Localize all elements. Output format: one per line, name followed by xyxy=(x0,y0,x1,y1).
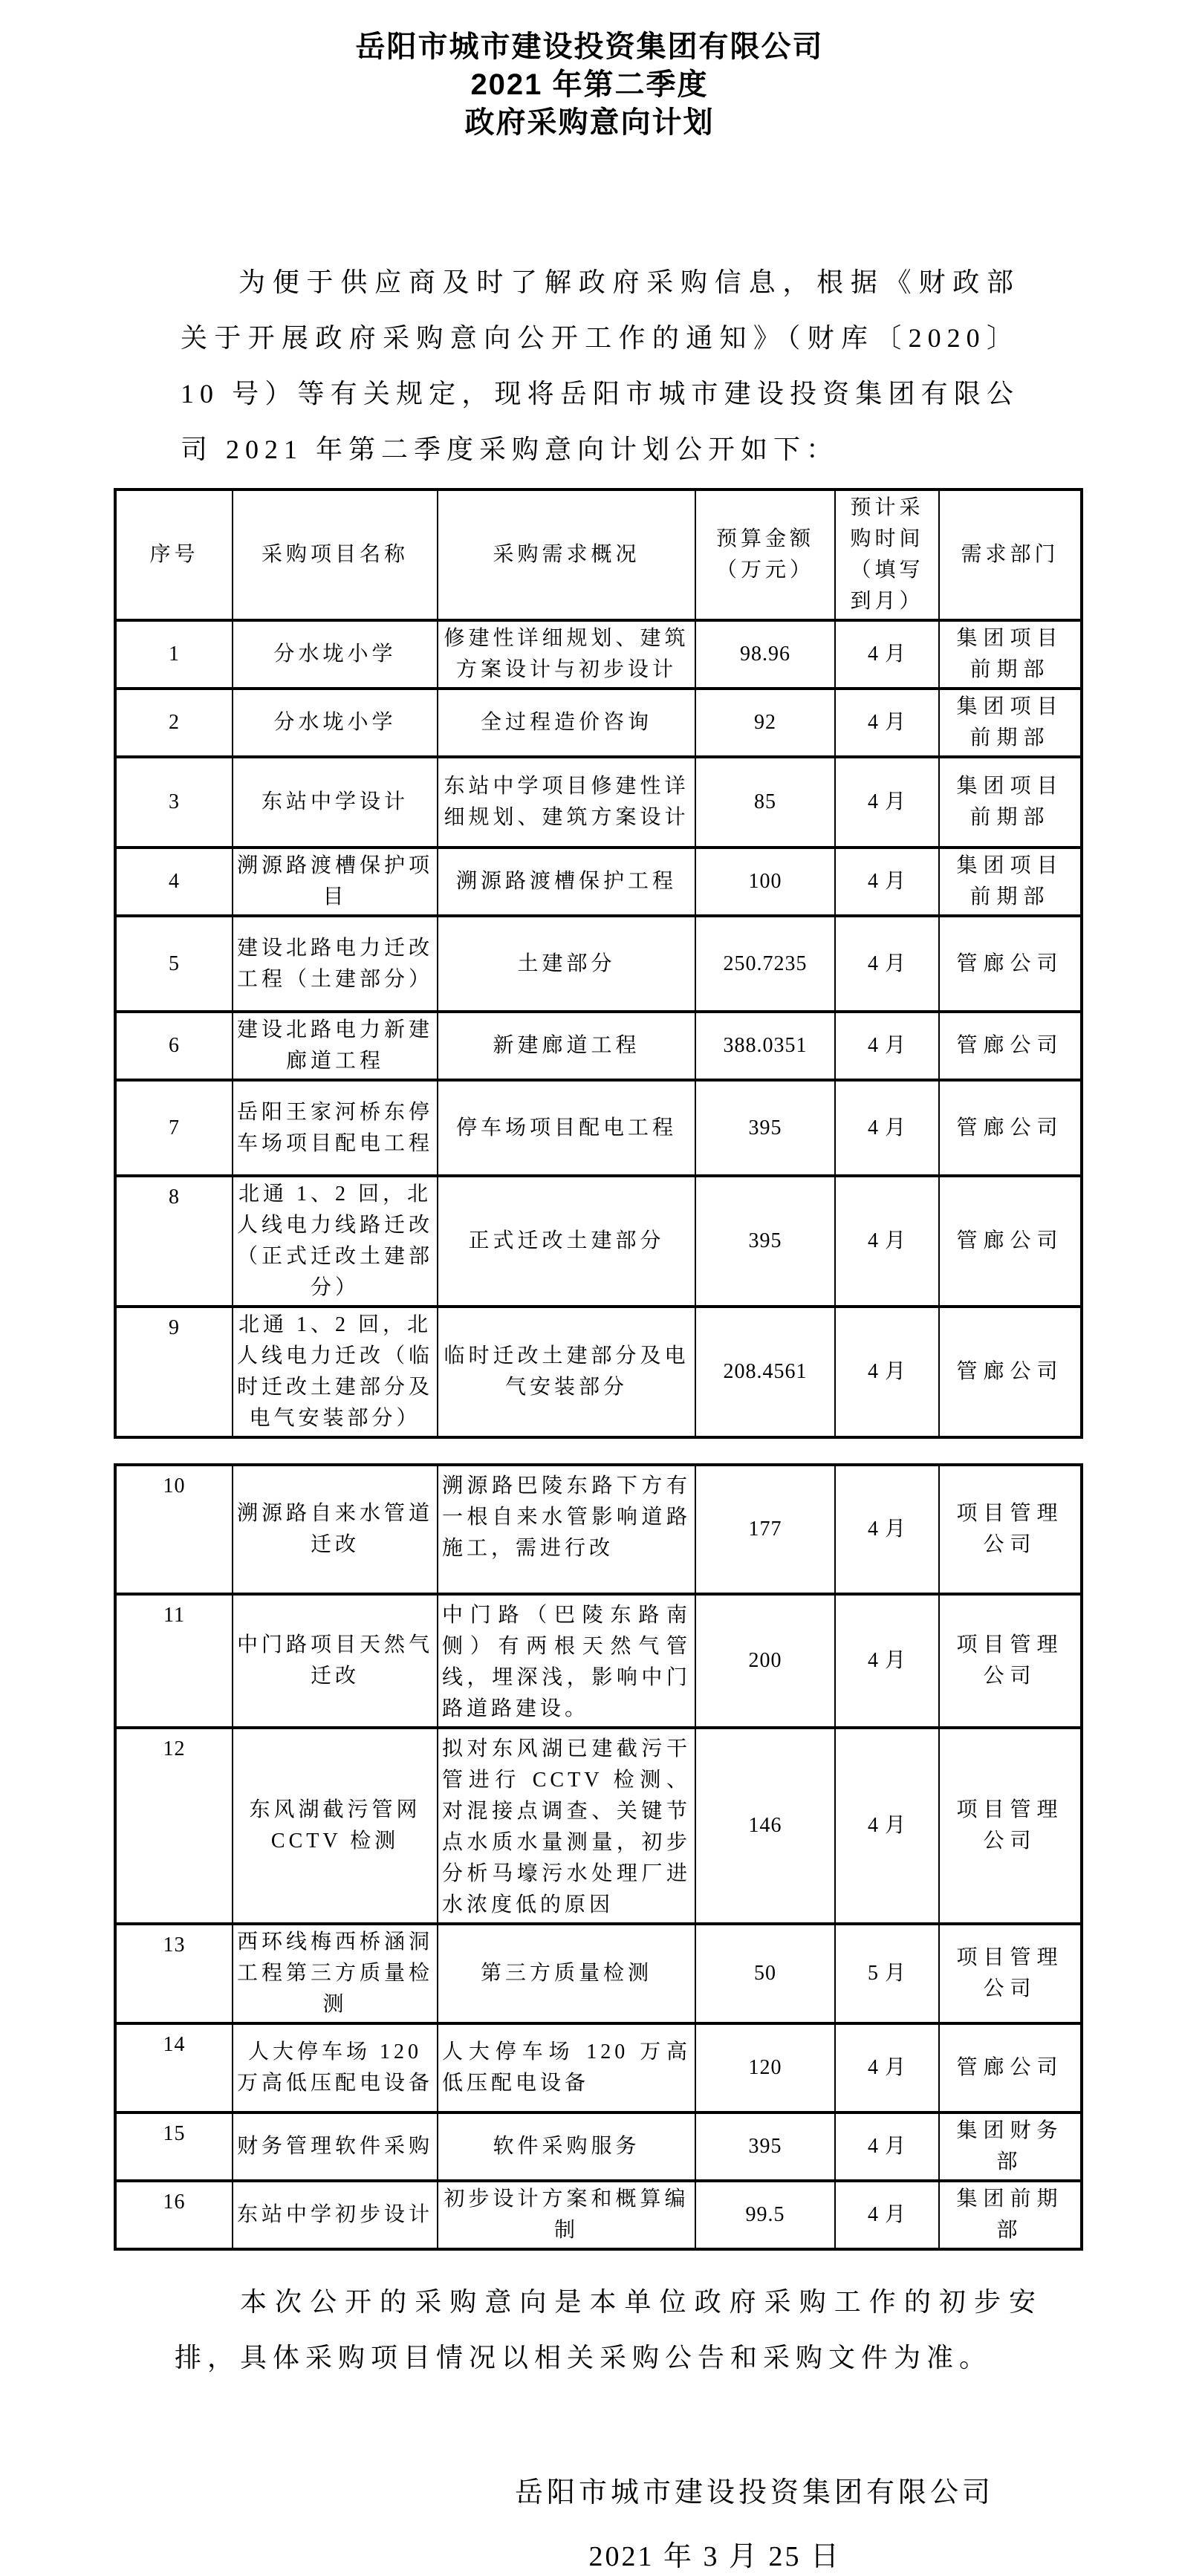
department-cell: 管廊公司 xyxy=(939,1307,1082,1437)
department-cell: 项目管理公司 xyxy=(939,1728,1082,1924)
project-name-cell: 北通 1、2 回，北人线电力迁改（临时迁改土建部分及电气安装部分） xyxy=(233,1307,438,1437)
budget-amount-cell: 250.7235 xyxy=(695,916,835,1012)
project-name-cell: 东站中学设计 xyxy=(233,757,438,848)
department-cell: 集团项目前期部 xyxy=(939,848,1082,916)
department-cell: 管廊公司 xyxy=(939,1176,1082,1307)
purchase-time-cell: 4 月 xyxy=(835,2023,939,2112)
column-header-time: 预计采购时间（填写到月） xyxy=(835,489,939,620)
department-cell: 集团项目前期部 xyxy=(939,757,1082,848)
department-cell: 管廊公司 xyxy=(939,1080,1082,1176)
project-name-cell: 东风湖截污管网 CCTV 检测 xyxy=(233,1728,438,1924)
row-number-cell: 14 xyxy=(115,2023,233,2112)
purchase-time-cell: 4 月 xyxy=(835,1307,939,1437)
column-header-department: 需求部门 xyxy=(939,489,1082,620)
budget-amount-cell: 388.0351 xyxy=(695,1012,835,1080)
project-name-cell: 岳阳王家河桥东停车场项目配电工程 xyxy=(233,1080,438,1176)
purchase-time-cell: 4 月 xyxy=(835,689,939,757)
column-header-no: 序号 xyxy=(115,489,233,620)
purchase-time-cell: 4 月 xyxy=(835,1465,939,1594)
budget-amount-cell: 146 xyxy=(695,1728,835,1924)
signature-date: 2021 年 3 月 25 日 xyxy=(588,2541,841,2572)
purchase-time-cell: 4 月 xyxy=(835,1080,939,1176)
table-row xyxy=(115,1012,1082,1080)
project-name-cell: 北通 1、2 回，北人线电力线路迁改（正式迁改土建部分） xyxy=(233,1176,438,1307)
row-number-cell: 3 xyxy=(115,757,233,848)
project-name-cell: 溯源路自来水管道迁改 xyxy=(233,1465,438,1594)
table-row xyxy=(115,1307,1082,1437)
procurement-table-part-2 xyxy=(114,1463,1083,2251)
department-cell: 项目管理公司 xyxy=(939,1465,1082,1594)
demand-overview-cell: 修建性详细规划、建筑方案设计与初步设计 xyxy=(438,620,695,689)
purchase-time-cell: 4 月 xyxy=(835,1594,939,1728)
row-number-cell: 13 xyxy=(115,1924,233,2023)
demand-overview-cell: 拟对东风湖已建截污干管进行 CCTV 检测、对混接点调查、关键节点水质水量测量，初步分析马壕污水处理厂进水浓度低的原因 xyxy=(438,1728,695,1924)
column-header-project-name: 采购项目名称 xyxy=(233,489,438,620)
table-row xyxy=(115,689,1082,757)
table-row xyxy=(115,916,1082,1012)
row-number-cell: 16 xyxy=(115,2181,233,2249)
budget-amount-cell: 98.96 xyxy=(695,620,835,689)
table-row xyxy=(115,1176,1082,1307)
project-name-cell: 中门路项目天然气迁改 xyxy=(233,1594,438,1728)
signature-company: 岳阳市城市建设投资集团有限公司 xyxy=(514,2477,994,2508)
demand-overview-cell: 初步设计方案和概算编制 xyxy=(438,2181,695,2249)
purchase-time-cell: 4 月 xyxy=(835,620,939,689)
column-header-budget: 预算金额（万元） xyxy=(695,489,835,620)
project-name-cell: 溯源路渡槽保护项目 xyxy=(233,848,438,916)
table-row xyxy=(115,620,1082,689)
row-number-cell: 9 xyxy=(115,1307,233,1437)
purchase-time-cell: 4 月 xyxy=(835,916,939,1012)
purchase-time-cell: 4 月 xyxy=(835,1176,939,1307)
project-name-cell: 财务管理软件采购 xyxy=(233,2112,438,2181)
department-cell: 管廊公司 xyxy=(939,916,1082,1012)
demand-overview-cell: 溯源路巴陵东路下方有一根自来水管影响道路施工，需进行改 xyxy=(438,1465,695,1594)
purchase-time-cell: 4 月 xyxy=(835,757,939,848)
row-number-cell: 8 xyxy=(115,1176,233,1307)
department-cell: 项目管理公司 xyxy=(939,1924,1082,2023)
table-row xyxy=(115,1594,1082,1728)
budget-amount-cell: 395 xyxy=(695,2112,835,2181)
budget-amount-cell: 120 xyxy=(695,2023,835,2112)
project-name-cell: 西环线梅西桥涵洞工程第三方质量检测 xyxy=(233,1924,438,2023)
table-header-row xyxy=(115,489,1082,620)
demand-overview-cell: 正式迁改土建部分 xyxy=(438,1176,695,1307)
table-row xyxy=(115,848,1082,916)
row-number-cell: 12 xyxy=(115,1728,233,1924)
department-cell: 集团财务部 xyxy=(939,2112,1082,2181)
table-row xyxy=(115,2023,1082,2112)
purchase-time-cell: 5 月 xyxy=(835,1924,939,2023)
demand-overview-cell: 人大停车场 120 万高低压配电设备 xyxy=(438,2023,695,2112)
row-number-cell: 2 xyxy=(115,689,233,757)
row-number-cell: 10 xyxy=(115,1465,233,1594)
budget-amount-cell: 99.5 xyxy=(695,2181,835,2249)
demand-overview-cell: 全过程造价咨询 xyxy=(438,689,695,757)
procurement-table-part-1 xyxy=(114,488,1083,1439)
row-number-cell: 4 xyxy=(115,848,233,916)
demand-overview-cell: 停车场项目配电工程 xyxy=(438,1080,695,1176)
purchase-time-cell: 4 月 xyxy=(835,1728,939,1924)
department-cell: 管廊公司 xyxy=(939,2023,1082,2112)
table-row xyxy=(115,2112,1082,2181)
table-row xyxy=(115,1728,1082,1924)
demand-overview-cell: 新建廊道工程 xyxy=(438,1012,695,1080)
purchase-time-cell: 4 月 xyxy=(835,1012,939,1080)
budget-amount-cell: 100 xyxy=(695,848,835,916)
demand-overview-cell: 第三方质量检测 xyxy=(438,1924,695,2023)
budget-amount-cell: 177 xyxy=(695,1465,835,1594)
table-row xyxy=(115,1080,1082,1176)
budget-amount-cell: 208.4561 xyxy=(695,1307,835,1437)
demand-overview-cell: 土建部分 xyxy=(438,916,695,1012)
department-cell: 集团项目前期部 xyxy=(939,689,1082,757)
title-line-quarter: 2021 年第二季度 xyxy=(470,68,709,101)
table-row xyxy=(115,757,1082,848)
budget-amount-cell: 395 xyxy=(695,1080,835,1176)
department-cell: 管廊公司 xyxy=(939,1012,1082,1080)
project-name-cell: 分水垅小学 xyxy=(233,620,438,689)
intro-paragraph: 为便于供应商及时了解政府采购信息，根据《财政部关于开展政府采购意向公开工作的通知》（财库〔2020〕10 号）等有关规定，现将岳阳市城市建设投资集团有限公司 2021 年第二季度采购意向计划公开如下： xyxy=(181,267,1019,464)
purchase-time-cell: 4 月 xyxy=(835,2181,939,2249)
demand-overview-cell: 东站中学项目修建性详细规划、建筑方案设计 xyxy=(438,757,695,848)
department-cell: 项目管理公司 xyxy=(939,1594,1082,1728)
row-number-cell: 15 xyxy=(115,2112,233,2181)
purchase-time-cell: 4 月 xyxy=(835,848,939,916)
budget-amount-cell: 85 xyxy=(695,757,835,848)
project-name-cell: 建设北路电力迁改工程（土建部分） xyxy=(233,916,438,1012)
title-line-plan: 政府采购意向计划 xyxy=(464,106,715,139)
project-name-cell: 分水垅小学 xyxy=(233,689,438,757)
budget-amount-cell: 92 xyxy=(695,689,835,757)
row-number-cell: 6 xyxy=(115,1012,233,1080)
column-header-demand-overview: 采购需求概况 xyxy=(438,489,695,620)
row-number-cell: 11 xyxy=(115,1594,233,1728)
budget-amount-cell: 200 xyxy=(695,1594,835,1728)
department-cell: 集团项目前期部 xyxy=(939,620,1082,689)
row-number-cell: 1 xyxy=(115,620,233,689)
purchase-time-cell: 4 月 xyxy=(835,2112,939,2181)
closing-paragraph: 本次公开的采购意向是本单位政府采购工作的初步安排，具体采购项目情况以相关采购公告和采购文件为准。 xyxy=(175,2287,1042,2372)
title-line-company: 岳阳市城市建设投资集团有限公司 xyxy=(355,30,824,63)
table-row xyxy=(115,2181,1082,2249)
department-cell: 集团前期部 xyxy=(939,2181,1082,2249)
budget-amount-cell: 395 xyxy=(695,1176,835,1307)
demand-overview-cell: 临时迁改土建部分及电气安装部分 xyxy=(438,1307,695,1437)
table-row xyxy=(115,1924,1082,2023)
budget-amount-cell: 50 xyxy=(695,1924,835,2023)
project-name-cell: 人大停车场 120 万高低压配电设备 xyxy=(233,2023,438,2112)
table-row xyxy=(115,1465,1082,1594)
demand-overview-cell: 中门路（巴陵东路南侧）有两根天然气管线，埋深浅，影响中门路道路建设。 xyxy=(438,1594,695,1728)
row-number-cell: 5 xyxy=(115,916,233,1012)
demand-overview-cell: 软件采购服务 xyxy=(438,2112,695,2181)
project-name-cell: 建设北路电力新建廊道工程 xyxy=(233,1012,438,1080)
row-number-cell: 7 xyxy=(115,1080,233,1176)
document-title xyxy=(0,0,1179,142)
demand-overview-cell: 溯源路渡槽保护工程 xyxy=(438,848,695,916)
project-name-cell: 东站中学初步设计 xyxy=(233,2181,438,2249)
